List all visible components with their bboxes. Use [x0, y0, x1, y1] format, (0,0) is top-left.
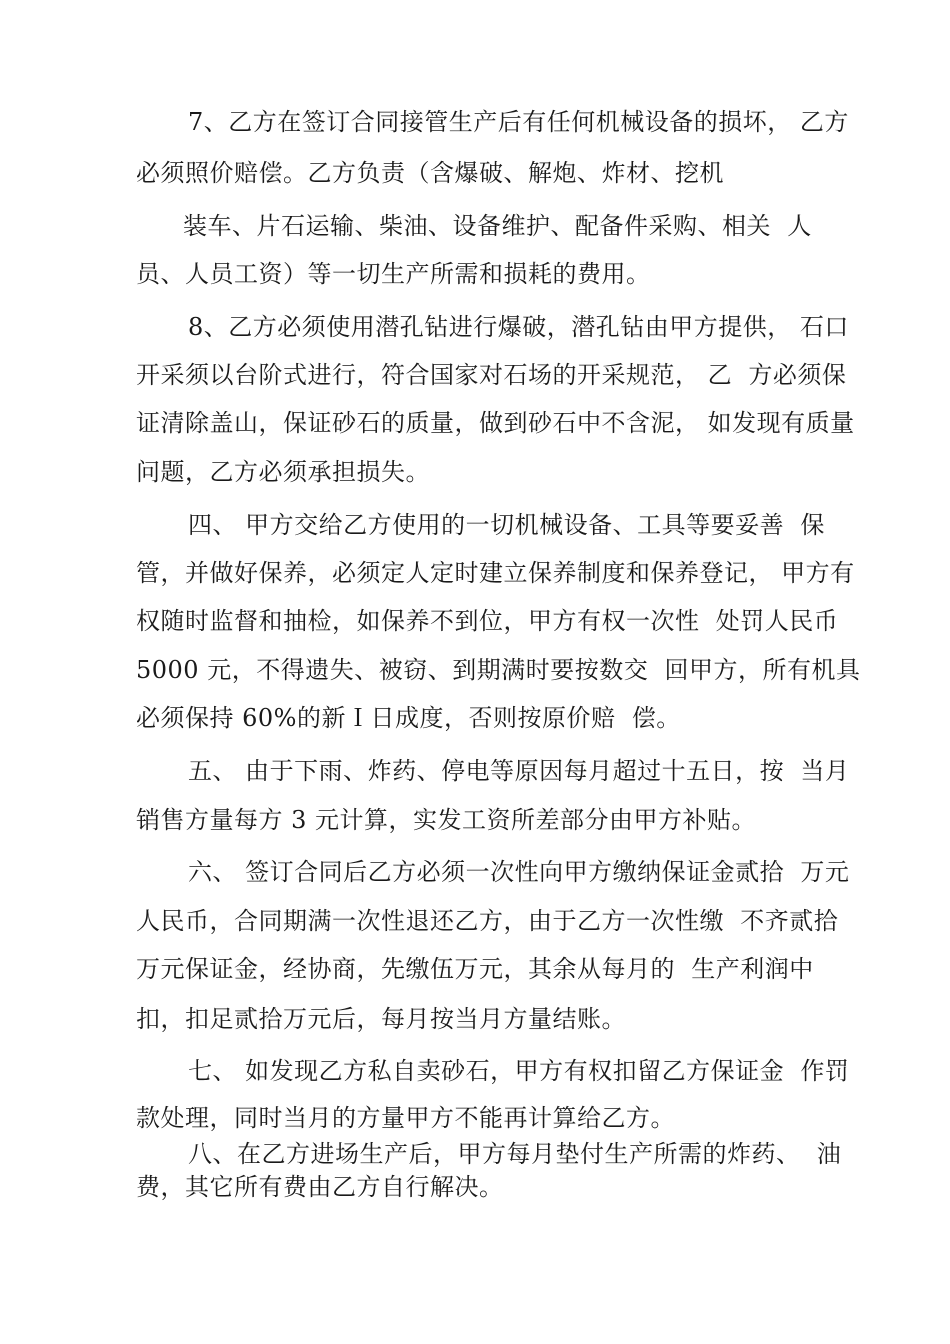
paragraph-8-line-3: 证清除盖山，保证砂石的质量，做到砂石中不含泥， 如发现有质量 — [136, 409, 855, 437]
section-4-line-2: 管，并做好保养，必须定人定时建立保养制度和保养登记， 甲方有 — [136, 559, 855, 587]
paragraph-7-cont-line-1: 装车、片石运输、柴油、设备维护、配备件采购、相关 人 — [183, 212, 812, 240]
section-6-line-3: 万元保证金，经协商，先缴伍万元，其余从每月的 生产利润中 — [136, 955, 814, 983]
paragraph-7-line-2: 必须照价赔偿。乙方负责（含爆破、解炮、炸材、挖机 — [136, 159, 724, 187]
section-7-line-2: 款处理，同时当月的方量甲方不能再计算给乙方。 — [136, 1104, 675, 1132]
section-5-line-1: 五、 由于下雨、炸药、停电等原因每月超过十五日，按 当月 — [188, 757, 850, 785]
section-4-line-5: 必须保持 60%的新Ｉ日成度，否则按原价赔 偿。 — [136, 704, 681, 732]
section-6-line-2: 人民币，合同期满一次性退还乙方，由于乙方一次性缴 不齐贰拾 — [136, 907, 839, 935]
section-8-line-2: 费，其它所有费由乙方自行解决。 — [136, 1173, 504, 1201]
section-5-line-2: 销售方量每方 3 元计算，实发工资所差部分由甲方补贴。 — [136, 806, 757, 834]
section-4-line-3: 权随时监督和抽检，如保养不到位，甲方有权一次性 处罚人民币 — [136, 607, 839, 635]
section-4-line-4: 5000 元，不得遗失、被窃、到期满时要按数交 回甲方，所有机具 — [136, 656, 861, 684]
paragraph-8-line-4: 问题，乙方必须承担损失。 — [136, 458, 430, 486]
section-8-line-1: 八、在乙方进场生产后，甲方每月垫付生产所需的炸药、 油 — [188, 1140, 842, 1168]
paragraph-8-line-1: 8、乙方必须使用潜孔钻进行爆破，潜孔钻由甲方提供， 石口 — [188, 313, 849, 341]
paragraph-7-cont-line-2: 员、人员工资）等一切生产所需和损耗的费用。 — [136, 260, 651, 288]
paragraph-8-line-2: 开采须以台阶式进行，符合国家对石场的开采规范， 乙 方必须保 — [136, 361, 847, 389]
section-6-line-4: 扣，扣足贰拾万元后，每月按当月方量结账。 — [136, 1005, 626, 1033]
section-6-line-1: 六、 签订合同后乙方必须一次性向甲方缴纳保证金贰拾 万元 — [188, 858, 850, 886]
section-7-line-1: 七、 如发现乙方私自卖砂石，甲方有权扣留乙方保证金 作罚 — [188, 1057, 850, 1085]
section-4-line-1: 四、 甲方交给乙方使用的一切机械设备、工具等要妥善 保 — [188, 511, 825, 539]
paragraph-7-line-1: 7、乙方在签订合同接管生产后有任何机械设备的损坏， 乙方 — [188, 108, 849, 136]
